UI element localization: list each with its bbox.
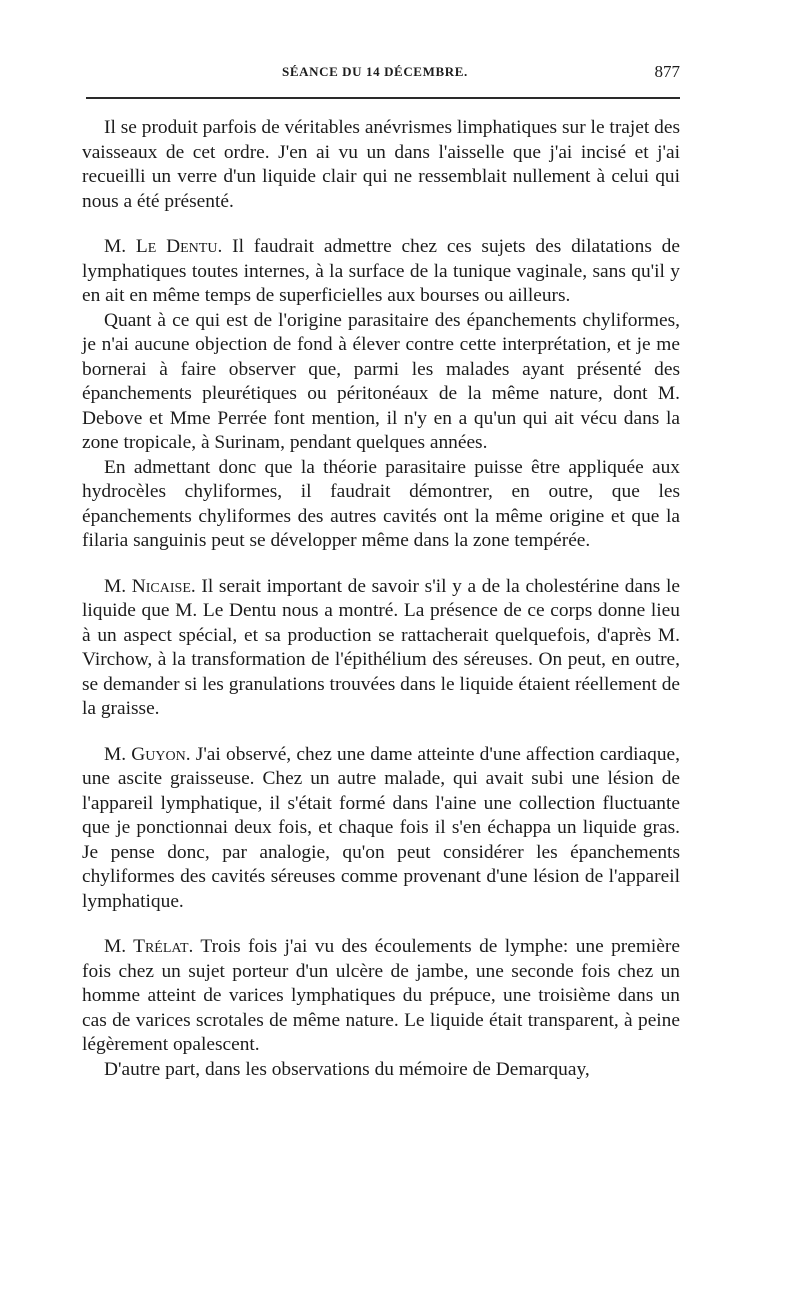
paragraph — [82, 456, 680, 554]
paragraph-text: J'ai observé, chez une dame atteinte d'une affection cardiaque, une ascite graisseuse. Chez un autre malade, qui avait subi une lésion de l'appareil lymphatique, il s'était formé dans l'aine une collection fluctuante que je ponctionnai deux fois, et chaque fois il s'en échappa un liquide gras. Je pense donc, par analogie, qu'on peut considérer les épanchements chyliformes des cavités séreuses comme provenant d'une lésion de l'appareil lymphatique. — [82, 743, 680, 912]
paragraph — [82, 116, 680, 214]
speaker-name: M. Le Dentu. — [104, 236, 223, 257]
paragraph-text: Trois fois j'ai vu des écoulements de lymphe: une première fois chez un sujet porteur d'un ulcère de jambe, une seconde fois chez un homme atteint de varices lymphatiques du prépuce, une troisième dans un cas de varices scrotales de même nature. Le liquide était transparent, à peine légèrement opalescent. — [82, 936, 680, 1055]
paragraph-text: D'autre part, dans les observations du mémoire de Demarquay, — [104, 1058, 590, 1080]
paragraph-text: Il serait important de savoir s'il y a de la cholestérine dans le liquide que M. Le Dentu nous a montré. La présence de ce corps donne lieu à un aspect spécial, et sa production se rattacherait quelquefois, d'après M. Virchow, à la transformation de l'épithélium des séreuses. On peut, en outre, se demander si les granulations trouvées dans le liquide étaient réellement de la graisse. — [82, 575, 680, 719]
paragraph — [82, 309, 680, 456]
paragraph — [82, 1058, 680, 1083]
paragraph — [82, 235, 680, 309]
paragraph — [82, 935, 680, 1058]
page-header — [86, 64, 680, 86]
paragraph-text: Il se produit parfois de véritables anévrismes limphatiques sur le trajet des vaisseaux de cet ordre. J'en ai vu un dans l'aisselle que j'ai incisé et j'ai recueilli un verre d'un liquide clair qui ne ressemblait nullement à celui qui nous a été présenté. — [82, 117, 680, 212]
text-body — [82, 116, 680, 1082]
running-title: SÉANCE DU 14 DÉCEMBRE. — [282, 64, 468, 79]
speaker-name: M. Guyon. — [104, 743, 191, 765]
header-rule — [86, 97, 680, 99]
page-number: 877 — [654, 62, 680, 81]
paragraph — [82, 743, 680, 915]
paragraph-text: Quant à ce qui est de l'origine parasitaire des épanchements chyliformes, je n'ai aucune objection de fond à élever contre cette interprétation, et je me bornerai à faire observer que, parmi les malades ayant présenté des épanchements pleurétiques ou péritonéaux de la même nature, dont M. Debove et Mme Perrée font mention, il n'y en a qu'un qui ait vécu dans la zone tropicale, à Surinam, pendant quelques années. — [82, 309, 680, 453]
speaker-name: M. Trélat. — [104, 936, 194, 957]
speaker-name: M. Nicaise. — [104, 575, 196, 597]
paragraph-text: Il faudrait admettre chez ces sujets des dilatations de lymphatiques toutes internes, à la surface de la tunique vaginale, sans qu'il y en ait en même temps de superficielles aux bourses ou ailleurs. — [82, 236, 680, 306]
paragraph — [82, 575, 680, 722]
paragraph-text: En admettant donc que la théorie parasitaire puisse être appliquée aux hydrocèles chyliformes, il faudrait démontrer, en outre, que les épanchements chyliformes des autres cavités ont la même origine et que la filaria sanguinis peut se développer même dans la zone tempérée. — [82, 456, 680, 551]
